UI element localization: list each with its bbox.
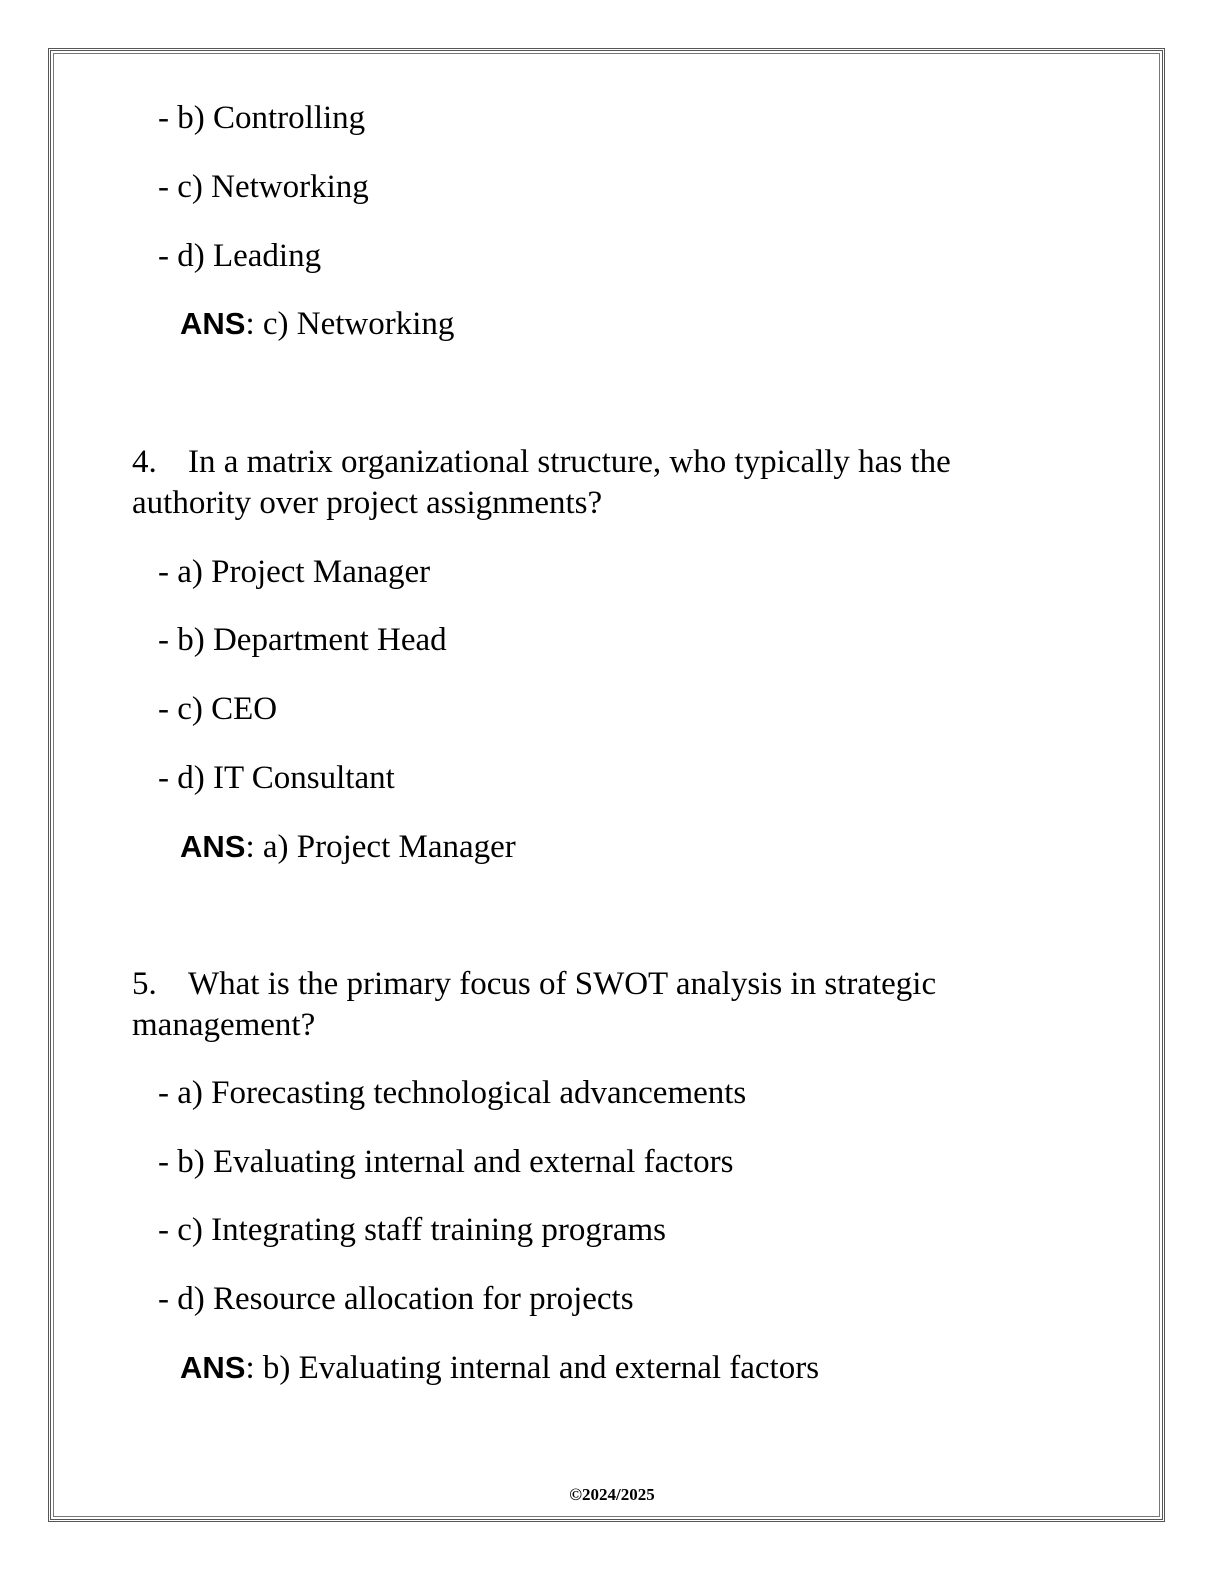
option-c: - c) Integrating staff training programs <box>158 1212 666 1248</box>
answer-label: ANS <box>180 829 246 864</box>
copyright-footer: ©2024/2025 <box>569 1485 655 1504</box>
question-4 <box>132 442 1032 482</box>
question-number: 4. <box>132 444 157 480</box>
option-a: - a) Forecasting technological advancements <box>158 1075 747 1111</box>
option-d: - d) Resource allocation for projects <box>158 1281 634 1317</box>
question-4-line2: authority over project assignments? <box>132 485 603 521</box>
answer-text: : a) Project Manager <box>245 829 516 865</box>
option-b: - b) Controlling <box>158 100 366 136</box>
option-d: - d) Leading <box>158 238 322 274</box>
question-5 <box>132 964 1032 1004</box>
answer-line <box>180 304 454 344</box>
option-c: - c) Networking <box>158 169 369 205</box>
question-text-line1: In a matrix organizational structure, who typically has the <box>188 444 951 480</box>
question-5-line2: management? <box>132 1007 316 1043</box>
option-b: - b) Department Head <box>158 622 447 658</box>
answer-line <box>180 827 516 867</box>
answer-label: ANS <box>180 1350 246 1385</box>
option-d: - d) IT Consultant <box>158 760 395 796</box>
question-text-line1: What is the primary focus of SWOT analysis in strategic <box>188 966 937 1002</box>
option-a: - a) Project Manager <box>158 554 431 590</box>
question-number: 5. <box>132 966 157 1002</box>
answer-text: : b) Evaluating internal and external factors <box>245 1350 820 1386</box>
answer-label: ANS <box>180 306 246 341</box>
answer-text: : c) Networking <box>245 306 455 342</box>
answer-line <box>180 1348 819 1388</box>
option-c: - c) CEO <box>158 691 278 727</box>
option-b: - b) Evaluating internal and external factors <box>158 1144 734 1180</box>
